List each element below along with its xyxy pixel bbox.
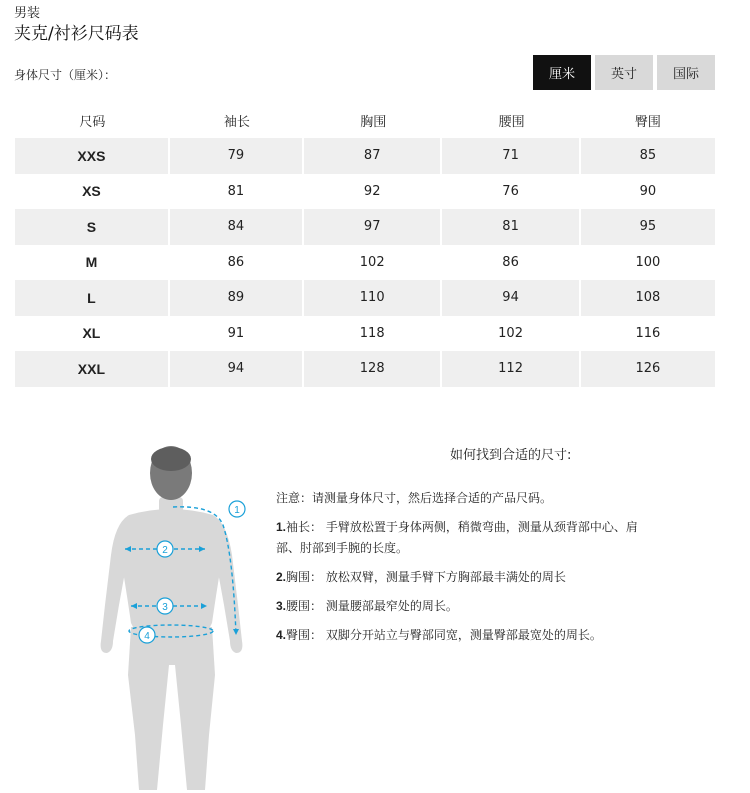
- hip-cell: 126: [581, 351, 715, 387]
- marker-2-label: 2: [162, 545, 168, 556]
- body-silhouette: [101, 497, 243, 790]
- body-measurement-figure: [95, 445, 260, 793]
- guide-item-number: 2.: [276, 570, 287, 584]
- marker-4-label: 4: [144, 631, 150, 642]
- size-table: [15, 103, 715, 387]
- hip-cell: 90: [581, 174, 715, 210]
- hip-cell: 85: [581, 138, 715, 174]
- marker-3: [157, 598, 173, 614]
- chest-cell: 128: [304, 351, 442, 387]
- sleeve-cell: 94: [170, 351, 304, 387]
- chest-cell: 102: [304, 245, 442, 281]
- table-row: [15, 245, 715, 281]
- chest-cell: 87: [304, 138, 442, 174]
- waist-cell: 86: [442, 245, 580, 281]
- column-header-size: 尺码: [79, 115, 106, 130]
- marker-3-label: 3: [162, 602, 168, 613]
- sleeve-cell: 79: [170, 138, 304, 174]
- chest-cell: 97: [304, 209, 442, 245]
- tab-inch[interactable]: 英寸: [595, 55, 653, 90]
- waist-cell: 112: [442, 351, 580, 387]
- tab-international[interactable]: 国际: [657, 55, 715, 90]
- chest-cell: 92: [304, 174, 442, 210]
- size-cell: XL: [15, 316, 170, 352]
- guide-item-sleeve: [276, 517, 646, 559]
- marker-4: [139, 627, 155, 643]
- chest-cell: 110: [304, 280, 442, 316]
- guide-item-text: 袖长： 手臂放松置于身体两侧，稍微弯曲，测量从颈背部中心、肩部、肘部到手腕的长度。: [276, 520, 638, 555]
- waist-cell: 94: [442, 280, 580, 316]
- sleeve-cell: 84: [170, 209, 304, 245]
- sleeve-cell: 89: [170, 280, 304, 316]
- hip-cell: 100: [581, 245, 715, 281]
- hip-cell: 108: [581, 280, 715, 316]
- marker-1: [229, 501, 245, 517]
- guide-item-text: 臀围： 双脚分开站立与臀部同宽，测量臀部最宽处的周长。: [286, 628, 602, 642]
- waist-cell: 76: [442, 174, 580, 210]
- size-cell: XS: [15, 174, 170, 210]
- column-header-sleeve: 袖长: [223, 115, 250, 130]
- table-row: [15, 280, 715, 316]
- waist-cell: 81: [442, 209, 580, 245]
- sleeve-cell: 86: [170, 245, 304, 281]
- guide-item-text: 胸围： 放松双臂，测量手臂下方胸部最丰满处的周长: [286, 570, 566, 584]
- size-cell: L: [15, 280, 170, 316]
- guide-notice: 注意：请测量身体尺寸，然后选择合适的产品尺码。: [276, 491, 553, 505]
- sleeve-cell: 81: [170, 174, 304, 210]
- size-cell: M: [15, 245, 170, 281]
- table-row: [15, 316, 715, 352]
- head: [150, 446, 192, 500]
- guide-list: [276, 517, 646, 654]
- page-title: 夹克/衬衫尺码表: [14, 24, 139, 44]
- guide-item-chest: [276, 567, 646, 588]
- hip-cell: 95: [581, 209, 715, 245]
- column-header-waist: 腰围: [498, 115, 525, 130]
- guide-item-number: 4.: [276, 628, 287, 642]
- guide-item-waist: [276, 596, 646, 617]
- guide-item-text: 腰围： 测量腰部最窄处的周长。: [286, 599, 458, 613]
- guide-item-number: 1.: [276, 520, 287, 534]
- guide-item-number: 3.: [276, 599, 287, 613]
- marker-2: [157, 541, 173, 557]
- guide-title: 如何找到合适的尺寸:: [450, 448, 572, 463]
- chest-cell: 118: [304, 316, 442, 352]
- table-row: [15, 138, 715, 174]
- tab-cm[interactable]: 厘米: [533, 55, 591, 90]
- waist-cell: 71: [442, 138, 580, 174]
- column-header-hip: 臀围: [634, 115, 661, 130]
- measure-unit-label: 身体尺寸（厘米）：: [14, 68, 117, 82]
- hip-cell: 116: [581, 316, 715, 352]
- waist-cell: 102: [442, 316, 580, 352]
- unit-tab-group: [533, 55, 715, 90]
- sleeve-cell: 91: [170, 316, 304, 352]
- table-row: [15, 174, 715, 210]
- table-row: [15, 351, 715, 387]
- column-header-chest: 胸围: [360, 115, 387, 130]
- size-cell: S: [15, 209, 170, 245]
- guide-item-hip: [276, 625, 646, 646]
- marker-1-label: 1: [234, 505, 240, 516]
- size-cell: XXS: [15, 138, 170, 174]
- table-row: [15, 209, 715, 245]
- size-cell: XXL: [15, 351, 170, 387]
- category-label: 男装: [14, 6, 41, 21]
- table-header-row: [15, 103, 715, 138]
